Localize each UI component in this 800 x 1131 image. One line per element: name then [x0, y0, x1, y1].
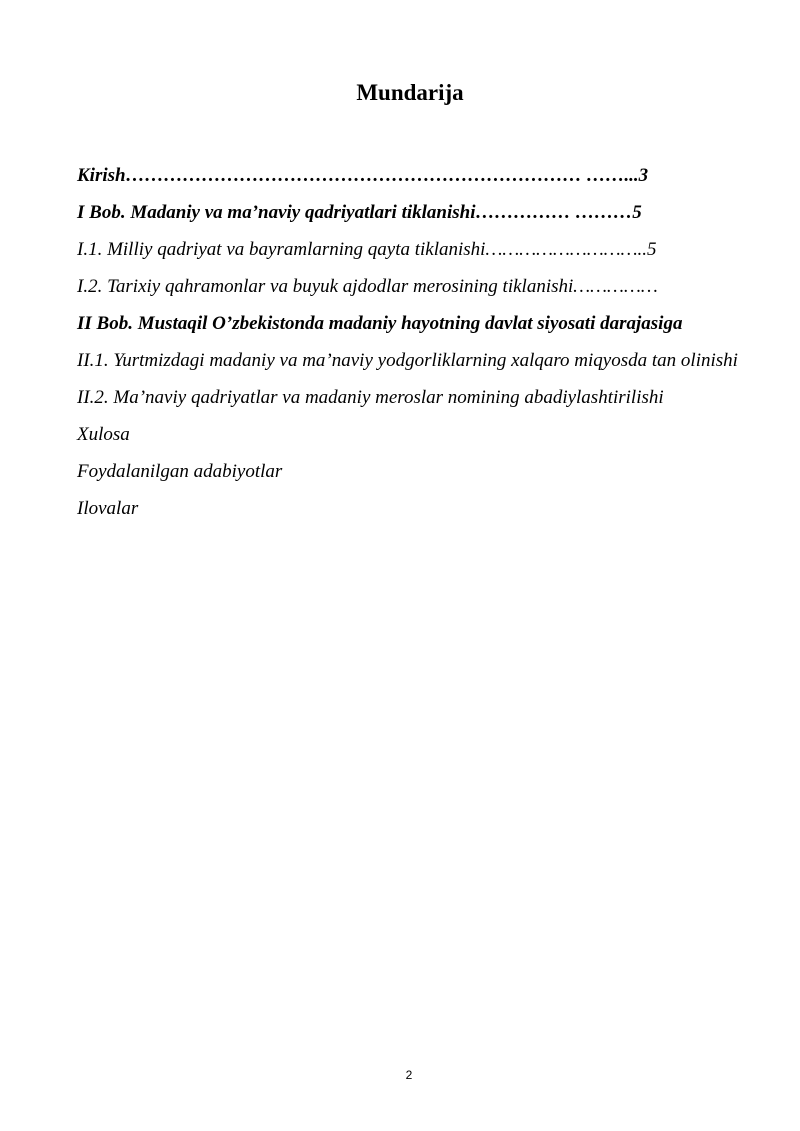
- toc-entry-section-2-2: II.2. Ma’naviy qadriyatlar va madaniy meroslar nomining abadiylashtirilishi: [77, 387, 664, 408]
- toc-entry-section-1-2: I.2. Tarixiy qahramonlar va buyuk ajdodlar merosining tiklanishi……………: [77, 276, 658, 297]
- toc-entry-xulosa: Xulosa: [77, 424, 130, 445]
- toc-entry-chapter-2: II Bob. Mustaqil O’zbekistonda madaniy hayotning davlat siyosati darajasiga: [77, 313, 683, 334]
- page-title: Mundarija: [356, 80, 464, 105]
- toc-entry-kirish: Kirish……………………………………………………………… ……...3: [77, 165, 649, 186]
- table-of-contents: [77, 157, 740, 527]
- page-number: 2: [405, 1068, 413, 1082]
- toc-entry-chapter-1: I Bob. Madaniy va ma’naviy qadriyatlari tiklanishi…………… ………5: [77, 202, 642, 223]
- toc-entry-section-1-1: I.1. Milliy qadriyat va bayramlarning qayta tiklanishi………………………..5: [77, 239, 657, 260]
- toc-entry-references: Foydalanilgan adabiyotlar: [77, 461, 283, 482]
- toc-entry-appendices: Ilovalar: [77, 498, 139, 519]
- toc-entry-section-2-1: II.1. Yurtmizdagi madaniy va ma’naviy yodgorliklarning xalqaro miqyosda tan olinishi: [77, 350, 738, 371]
